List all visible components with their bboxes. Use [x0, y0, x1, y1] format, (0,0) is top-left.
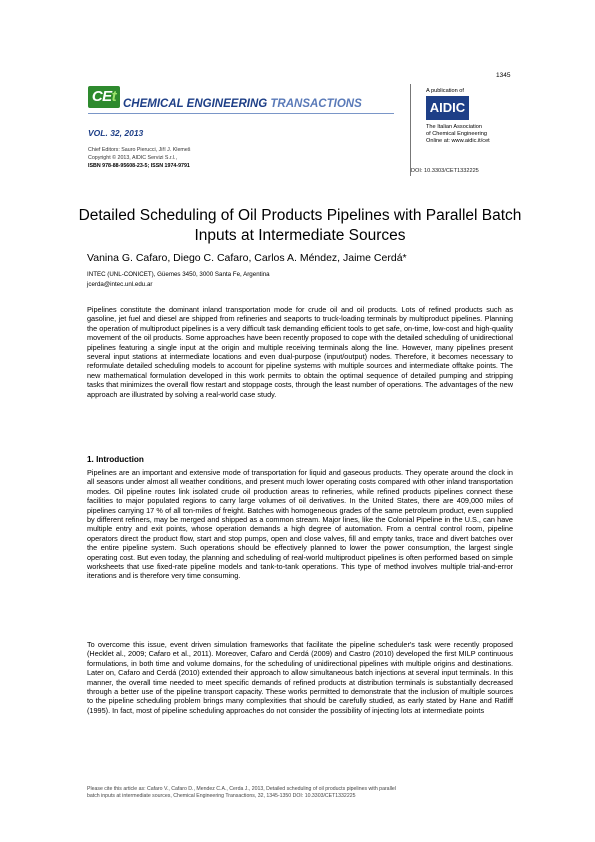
footer-line-1: Please cite this article as: Cafaro V., Cafaro D., Mendez C.A., Cerda J., 2013, Detailed scheduling of oil products pipelines with parallel [87, 786, 396, 792]
publisher-url[interactable]: Online at: www.aidic.it/cet [426, 138, 490, 145]
section-heading: 1. Introduction [87, 455, 144, 464]
email[interactable]: jcerda@intec.unl.edu.ar [87, 281, 153, 288]
isbn-text: ISBN 978-88-95608-23-5; ISSN 1974-9791 [88, 163, 190, 169]
aidic-logo: AIDIC [426, 96, 469, 120]
doi[interactable]: DOI: 10.3303/CET1332225 [411, 168, 479, 174]
paper-title: Detailed Scheduling of Oil Products Pipelines with Parallel Batch Inputs at Intermediate Sources [78, 207, 522, 244]
journal-main: CHEMICAL ENGINEERING [123, 98, 271, 110]
header-vertical-divider [410, 84, 411, 176]
header-divider [88, 113, 394, 114]
publisher-line-1: The Italian Association [426, 124, 482, 130]
journal-name [123, 98, 362, 110]
copyright: Copyright © 2013, AIDIC Servizi S.r.l., [88, 155, 177, 161]
affiliation: INTEC (UNL-CONICET), Güemes 3450, 3000 Santa Fe, Argentina [87, 271, 270, 278]
page-number: 1345 [496, 72, 511, 79]
citation-footer [87, 786, 517, 800]
footer-line-2: batch inputs at intermediate sources, Chemical Engineering Transactions, 32, 1345-1350 DOI: 10.3303/CET1332225 [87, 793, 356, 799]
cet-logo [88, 86, 120, 108]
publisher-line-2: of Chemical Engineering [426, 131, 487, 138]
intro-paragraph-1: Pipelines are an important and extensive mode of transportation for liquid and gaseous products. They operate around the clock in all seasons under almost all weather conditions, and present much lower operating costs compared with other inland transportation modes. Oil pipeline routes link isolated crude oil production areas to refineries, while refined products pipelines connect these facilities to major populated regions to carry large volumes of oil derivatives. In the United States, there are 409,000 miles of pipelines carrying 17 % of all ton-miles of freight. Batches with homogeneous grades of the same petroleum product, even supplied by different refiners, may be merged and shipped as a common stream. Major lines, like the Colonial Pipeline in the U.S., can have multiple entry and exit points, whose operation demands a high degree of automation. From a central control room, pipeline operators direct the product flow, start and stop pumps, open and close valves, fill and empty tanks, trace and divert batches over the entire pipeline system. Such operations should be effectively planned to lower the power consumption, the largest single operating cost. But even today, the planning and scheduling of real-world multiproduct pipelines is often performed based on simple worksheets that use fixed-rate pipeline models and tank-to-tank operations. This type of method involves multiple trial-and-error iterations and is therefore very time consuming. [87, 468, 513, 581]
logo-t-text: t [111, 88, 117, 105]
logo-main-text: CE [91, 88, 112, 105]
volume-label: VOL. 32, 2013 [88, 128, 144, 138]
authors: Vanina G. Cafaro, Diego C. Cafaro, Carlos A. Méndez, Jaime Cerdá* [87, 252, 407, 264]
publication-of: A publication of [426, 88, 464, 94]
publisher-info [426, 124, 490, 146]
abstract: Pipelines constitute the dominant inland transportation mode for crude oil and oil products. Lots of refined products such as gasoline, jet fuel and diesel are shipped from refineries and seaports to truck-loading terminals by multiproduct pipelines. Planning the operation of multiproduct pipelines is a very difficult task demanding efficient tools to get safe, on-time, low-cost and high-quality movement of the oil products. Some approaches have been recently proposed to cope with the detailed scheduling of unidirectional pipelines featuring a single input at the origin and multiple receiving terminals along the line. However, many pipelines present several input stations at intermediate locations and even dual-purpose (input/output) nodes. Therefore, it becomes necessary to reformulate detailed scheduling models to account for pipeline systems with multiple sources and intermediate offtake points. The new mathematical formulation developed in this work permits to obtain the optimal sequence of detailed pumping and stripping tasks that minimizes the overall flow restart and stoppage costs, through the least number of operations. The advantages of the new approach are illustrated by solving a real-world case study. [87, 305, 513, 399]
isbn [88, 163, 190, 170]
intro-paragraph-2: To overcome this issue, event driven simulation frameworks that facilitate the pipeline scheduler's task were recently proposed (Hecklet al., 2009; Cafaro et al., 2011). Moreover, Cafaro and Cerdá (2009) and Castro (2010) developed the first MILP continuous formulations, in both time and volume domains, for the scheduling of unidirectional pipelines with multiple origins and destinations. Later on, Cafaro and Cerdá (2010) extended their approach to allow simultaneous batch injections at several input terminals. In this manner, the overall time needed to meet specific demands of refined products at distribution terminals is substantially decreased through a better use of the pipeline transport capacity. These works permitted to demonstrate that the inclusion of multiple sources to the pipeline scheduling problem brings many complexities that should be carefully studied, as early stated by Hane and Ratliff (1995). In fact, most of pipeline scheduling approaches do not consider the possibility of injecting lots at intermediate points [87, 640, 513, 715]
chief-editors: Chief Editors: Sauro Pierucci, Jiří J. Klemeš [88, 147, 191, 153]
journal-transactions: TRANSACTIONS [270, 98, 362, 110]
